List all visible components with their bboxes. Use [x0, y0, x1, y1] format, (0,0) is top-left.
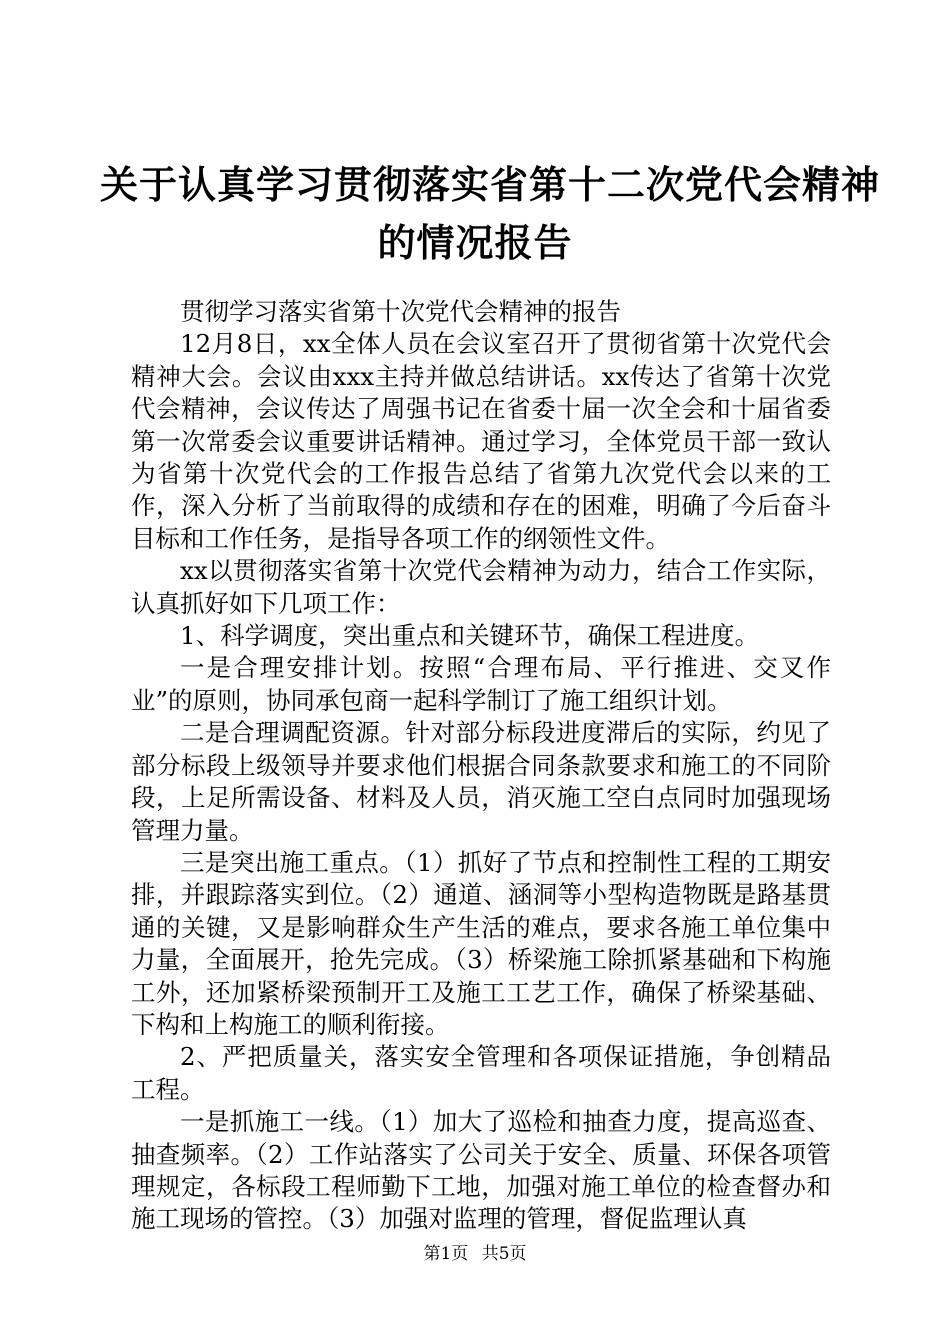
page-number: 第1页	[423, 1244, 469, 1264]
body-paragraph: xx以贯彻落实省第十次党代会精神为动力，结合工作实际，认真抓好如下几项工作：	[131, 556, 831, 618]
page-footer	[0, 1243, 950, 1265]
document-title-line-2: 的情况报告	[377, 221, 573, 265]
section-heading: 2、严把质量关，落实安全管理和各项保证措施，争创精品工程。	[131, 1042, 831, 1104]
body-paragraph: 一是抓施工一线。（1）加大了巡检和抽查力度，提高巡查、抽查频率。（2）工作站落实了公司关于安全、质量、环保各项管理规定，各标段工程师勤下工地，加强对施工单位的检查督办和施工现场的管控。（3）加强对监理的管理，督促监理认真	[131, 1107, 831, 1234]
document-body	[131, 296, 831, 1236]
body-paragraph: 12月8日，xx全体人员在会议室召开了贯彻省第十次党代会精神大会。会议由xxx主持并做总结讲话。xx传达了省第十次党代会精神，会议传达了周强书记在省委十届一次全会和十届省委第一次常委会议重要讲话精神。通过学习，全体党员干部一致认为省第十次党代会的工作报告总结了省第九次党代会以来的工作，深入分析了当前取得的成绩和存在的困难，明确了今后奋斗目标和工作任务，是指导各项工作的纲领性文件。	[131, 329, 831, 553]
subtitle-paragraph: 贯彻学习落实省第十次党代会精神的报告	[180, 297, 621, 326]
section-heading: 1、科学调度，突出重点和关键环节，确保工程进度。	[180, 621, 760, 651]
page-total: 共5页	[481, 1244, 527, 1264]
document-title-line-1: 关于认真学习贯彻落实省第十二次党代会精神	[100, 163, 881, 207]
body-paragraph: 三是突出施工重点。（1）抓好了节点和控制性工程的工期安排，并跟踪落实到位。（2）通道、涵洞等小型构造物既是路基贯通的关键，又是影响群众生产生活的难点，要求各施工单位集中力量，全面展开，抢先完成。（3）桥梁施工除抓紧基础和下构施工外，还加紧桥梁预制开工及施工工艺工作，确保了桥梁基础、下构和上构施工的顺利衔接。	[131, 847, 831, 1039]
body-paragraph: 二是合理调配资源。针对部分标段进度滞后的实际，约见了部分标段上级领导并要求他们根据合同条款要求和施工的不同阶段，上足所需设备、材料及人员，消灭施工空白点同时加强现场管理力量。	[131, 718, 831, 845]
body-paragraph: 一是合理安排计划。按照“合理布局、平行推进、交叉作业”的原则，协同承包商一起科学制订了施工组织计划。	[131, 653, 831, 715]
